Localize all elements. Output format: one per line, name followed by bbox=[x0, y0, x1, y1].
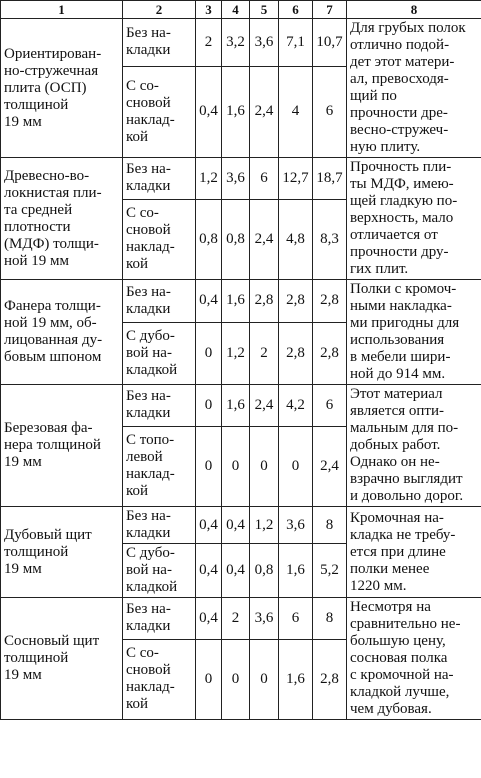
text-line: ными накладка- bbox=[350, 298, 452, 314]
text-line: Этот материал bbox=[350, 386, 443, 402]
value-cell: 2,8 bbox=[313, 322, 347, 384]
material-cell bbox=[1, 598, 123, 720]
text-line: наклад- bbox=[126, 111, 175, 128]
table-row bbox=[1, 19, 481, 67]
text-line: Для грубых полок bbox=[350, 20, 466, 36]
text-line: кладки bbox=[126, 618, 171, 635]
value-cell: 1,2 bbox=[222, 322, 250, 384]
text-line: сновой bbox=[126, 94, 171, 111]
text-line: прочности дру- bbox=[350, 244, 449, 260]
value-cell: 0,4 bbox=[222, 507, 250, 544]
text-line: ной 19 мм bbox=[4, 252, 70, 269]
value-cell: 0,4 bbox=[196, 598, 222, 640]
header-col-1: 1 bbox=[1, 1, 123, 19]
text-line: дет этот матери- bbox=[350, 54, 455, 70]
text-line: но-стружечная bbox=[4, 62, 99, 79]
text-line: ной до 914 мм. bbox=[350, 366, 446, 382]
value-cell: 3,6 bbox=[222, 158, 250, 200]
table-row bbox=[1, 385, 481, 427]
value-cell: 2 bbox=[196, 19, 222, 67]
text-line: кой bbox=[126, 256, 149, 273]
value-cell: 6 bbox=[279, 598, 313, 640]
text-line: кладки bbox=[126, 300, 171, 317]
text-line: кладкой bbox=[126, 361, 178, 378]
header-col-4: 4 bbox=[222, 1, 250, 19]
value-cell: 2,4 bbox=[250, 385, 279, 427]
text-line: кой bbox=[126, 696, 149, 713]
value-cell: 0,4 bbox=[196, 544, 222, 598]
value-cell: 10,7 bbox=[313, 19, 347, 67]
text-line: добных работ. bbox=[350, 437, 441, 453]
value-cell: 2,8 bbox=[279, 322, 313, 384]
value-cell: 8,3 bbox=[313, 199, 347, 279]
text-line: 19 мм bbox=[4, 113, 42, 130]
value-cell: 2,4 bbox=[313, 426, 347, 506]
value-cell: 0 bbox=[196, 385, 222, 427]
text-line: сосновая полка bbox=[350, 650, 448, 666]
table-row bbox=[1, 598, 481, 640]
value-cell: 1,6 bbox=[222, 280, 250, 323]
text-line: прочности дре- bbox=[350, 105, 448, 121]
text-line: наклад- bbox=[126, 239, 175, 256]
text-line: наклад- bbox=[126, 466, 175, 483]
value-cell: 4 bbox=[279, 66, 313, 157]
text-line: Без на- bbox=[126, 601, 171, 618]
value-cell: 1,2 bbox=[250, 507, 279, 544]
text-line: Без на- bbox=[126, 283, 171, 300]
value-cell: 3,2 bbox=[222, 19, 250, 67]
variant-cell bbox=[123, 507, 196, 544]
table-row bbox=[1, 280, 481, 323]
text-line: Ориентирован- bbox=[4, 45, 102, 62]
value-cell: 0 bbox=[196, 322, 222, 384]
value-cell: 0,4 bbox=[196, 66, 222, 157]
text-line: Дубовый щит bbox=[4, 526, 92, 543]
text-line: сравнительно не- bbox=[350, 616, 461, 632]
text-line: большую цену, bbox=[350, 633, 446, 649]
text-line: мальным для по- bbox=[350, 420, 459, 436]
text-line: С дубо- bbox=[126, 545, 175, 561]
note-cell bbox=[347, 507, 481, 598]
value-cell: 0 bbox=[222, 639, 250, 719]
text-line: вой на- bbox=[126, 344, 172, 361]
text-line: Березовая фа- bbox=[4, 420, 93, 436]
variant-cell bbox=[123, 158, 196, 200]
text-line: кладки bbox=[126, 178, 171, 195]
text-line: сновой bbox=[126, 222, 171, 239]
value-cell: 1,6 bbox=[222, 66, 250, 157]
text-line: кой bbox=[126, 483, 149, 500]
text-line: толщиной bbox=[4, 543, 69, 560]
note-cell bbox=[347, 19, 481, 158]
text-line: С топо- bbox=[126, 432, 175, 449]
value-cell: 0 bbox=[196, 639, 222, 719]
text-line: ется при длине bbox=[350, 543, 446, 560]
value-cell: 3,6 bbox=[279, 507, 313, 544]
value-cell: 0,4 bbox=[196, 507, 222, 544]
text-line: в мебели шири- bbox=[350, 349, 451, 365]
value-cell: 7,1 bbox=[279, 19, 313, 67]
value-cell: 8 bbox=[313, 507, 347, 544]
value-cell: 6 bbox=[250, 158, 279, 200]
variant-cell bbox=[123, 385, 196, 427]
text-line: кладкой bbox=[126, 579, 178, 595]
text-line: верхность, мало bbox=[350, 210, 454, 226]
text-line: 19 мм bbox=[4, 454, 42, 470]
text-line: гих плит. bbox=[350, 261, 409, 277]
text-line: ал, превосходя- bbox=[350, 71, 449, 87]
text-line: ми пригодны для bbox=[350, 315, 460, 331]
text-line: ной 19 мм, об- bbox=[4, 315, 97, 331]
material-cell bbox=[1, 385, 123, 507]
value-cell: 0 bbox=[250, 639, 279, 719]
text-line: чем дубовая. bbox=[350, 701, 432, 717]
text-line: плотности bbox=[4, 218, 71, 235]
variant-cell bbox=[123, 199, 196, 279]
text-line: Полки с кромоч- bbox=[350, 281, 457, 297]
table-row bbox=[1, 158, 481, 200]
header-col-6: 6 bbox=[279, 1, 313, 19]
text-line: наклад- bbox=[126, 679, 175, 696]
text-line: кладки bbox=[126, 525, 171, 541]
text-line: кой bbox=[126, 128, 149, 145]
note-cell bbox=[347, 598, 481, 720]
text-line: С со- bbox=[126, 645, 159, 662]
value-cell: 2,8 bbox=[279, 280, 313, 323]
value-cell: 0,4 bbox=[196, 280, 222, 323]
value-cell: 2,8 bbox=[250, 280, 279, 323]
value-cell: 0 bbox=[279, 426, 313, 506]
text-line: С со- bbox=[126, 205, 159, 222]
text-line: с кромочной на- bbox=[350, 667, 454, 683]
text-line: толщиной bbox=[4, 96, 69, 113]
variant-cell bbox=[123, 544, 196, 598]
header-row bbox=[1, 1, 481, 19]
header-col-3: 3 bbox=[196, 1, 222, 19]
value-cell: 6 bbox=[313, 66, 347, 157]
text-line: кладки bbox=[126, 42, 171, 59]
value-cell: 4,8 bbox=[279, 199, 313, 279]
text-line: Без на- bbox=[126, 508, 171, 524]
material-cell bbox=[1, 19, 123, 158]
value-cell: 0,8 bbox=[196, 199, 222, 279]
note-cell bbox=[347, 158, 481, 280]
value-cell: 3,6 bbox=[250, 19, 279, 67]
value-cell: 1,6 bbox=[279, 544, 313, 598]
value-cell: 1,2 bbox=[196, 158, 222, 200]
variant-cell bbox=[123, 639, 196, 719]
text-line: 19 мм bbox=[4, 667, 42, 683]
material-cell bbox=[1, 507, 123, 598]
text-line: С дубо- bbox=[126, 327, 175, 344]
text-line: локнистая пли- bbox=[4, 184, 102, 201]
value-cell: 2,4 bbox=[250, 199, 279, 279]
value-cell: 0,4 bbox=[222, 544, 250, 598]
text-line: Однако он не- bbox=[350, 454, 440, 470]
value-cell: 3,6 bbox=[250, 598, 279, 640]
value-cell: 1,6 bbox=[222, 385, 250, 427]
text-line: Фанера толщи- bbox=[4, 298, 101, 314]
text-line: полки менее bbox=[350, 560, 430, 577]
text-line: 1220 мм. bbox=[350, 577, 407, 594]
table-body bbox=[1, 19, 481, 720]
value-cell: 12,7 bbox=[279, 158, 313, 200]
text-line: отличается от bbox=[350, 227, 438, 243]
text-line: Без на- bbox=[126, 161, 171, 178]
text-line: кладки bbox=[126, 405, 171, 422]
text-line: толщиной bbox=[4, 650, 69, 666]
value-cell: 6 bbox=[313, 385, 347, 427]
value-cell: 8 bbox=[313, 598, 347, 640]
variant-cell bbox=[123, 19, 196, 67]
variant-cell bbox=[123, 66, 196, 157]
value-cell: 18,7 bbox=[313, 158, 347, 200]
text-line: вой на- bbox=[126, 562, 172, 578]
text-line: ты МДФ, имею- bbox=[350, 176, 454, 192]
header-col-2: 2 bbox=[123, 1, 196, 19]
text-line: щий по bbox=[350, 88, 397, 104]
value-cell: 2,8 bbox=[313, 280, 347, 323]
header-col-7: 7 bbox=[313, 1, 347, 19]
text-line: Кромочная на- bbox=[350, 509, 444, 526]
text-line: плита (ОСП) bbox=[4, 79, 87, 96]
text-line: отлично подой- bbox=[350, 37, 450, 53]
text-line: щей гладкую по- bbox=[350, 193, 458, 209]
text-line: (МДФ) толщи- bbox=[4, 235, 99, 252]
text-line: Несмотря на bbox=[350, 599, 431, 615]
text-line: Прочность пли- bbox=[350, 159, 452, 175]
value-cell: 0 bbox=[250, 426, 279, 506]
material-cell bbox=[1, 158, 123, 280]
text-line: Древесно-во- bbox=[4, 167, 90, 184]
text-line: Без на- bbox=[126, 388, 171, 405]
text-line: нера толщиной bbox=[4, 437, 101, 453]
text-line: использования bbox=[350, 332, 445, 348]
material-cell bbox=[1, 280, 123, 385]
text-line: С со- bbox=[126, 77, 159, 94]
text-line: лицованная ду- bbox=[4, 332, 103, 348]
value-cell: 2,4 bbox=[250, 66, 279, 157]
text-line: сновой bbox=[126, 662, 171, 679]
variant-cell bbox=[123, 322, 196, 384]
note-cell bbox=[347, 385, 481, 507]
text-line: взрачно выглядит bbox=[350, 471, 463, 487]
text-line: и довольно дорог. bbox=[350, 488, 464, 504]
header-col-5: 5 bbox=[250, 1, 279, 19]
text-line: Сосновый щит bbox=[4, 633, 100, 649]
value-cell: 2,8 bbox=[313, 639, 347, 719]
variant-cell bbox=[123, 598, 196, 640]
value-cell: 0,8 bbox=[222, 199, 250, 279]
value-cell: 0 bbox=[222, 426, 250, 506]
text-line: бовым шпоном bbox=[4, 349, 102, 365]
value-cell: 0,8 bbox=[250, 544, 279, 598]
text-line: является опти- bbox=[350, 403, 444, 419]
value-cell: 0 bbox=[196, 426, 222, 506]
text-line: кладкой лучше, bbox=[350, 684, 450, 700]
text-line: 19 мм bbox=[4, 560, 42, 577]
text-line: Без на- bbox=[126, 25, 171, 42]
text-line: весно-стружеч- bbox=[350, 122, 449, 138]
value-cell: 2 bbox=[250, 322, 279, 384]
value-cell: 4,2 bbox=[279, 385, 313, 427]
text-line: левой bbox=[126, 449, 163, 466]
variant-cell bbox=[123, 280, 196, 323]
value-cell: 1,6 bbox=[279, 639, 313, 719]
header-col-8: 8 bbox=[347, 1, 481, 19]
table-row bbox=[1, 507, 481, 544]
text-line: кладка не требу- bbox=[350, 526, 456, 543]
value-cell: 2 bbox=[222, 598, 250, 640]
value-cell: 5,2 bbox=[313, 544, 347, 598]
variant-cell bbox=[123, 426, 196, 506]
text-line: ную плиту. bbox=[350, 139, 421, 155]
note-cell bbox=[347, 280, 481, 385]
text-line: та средней bbox=[4, 201, 73, 218]
